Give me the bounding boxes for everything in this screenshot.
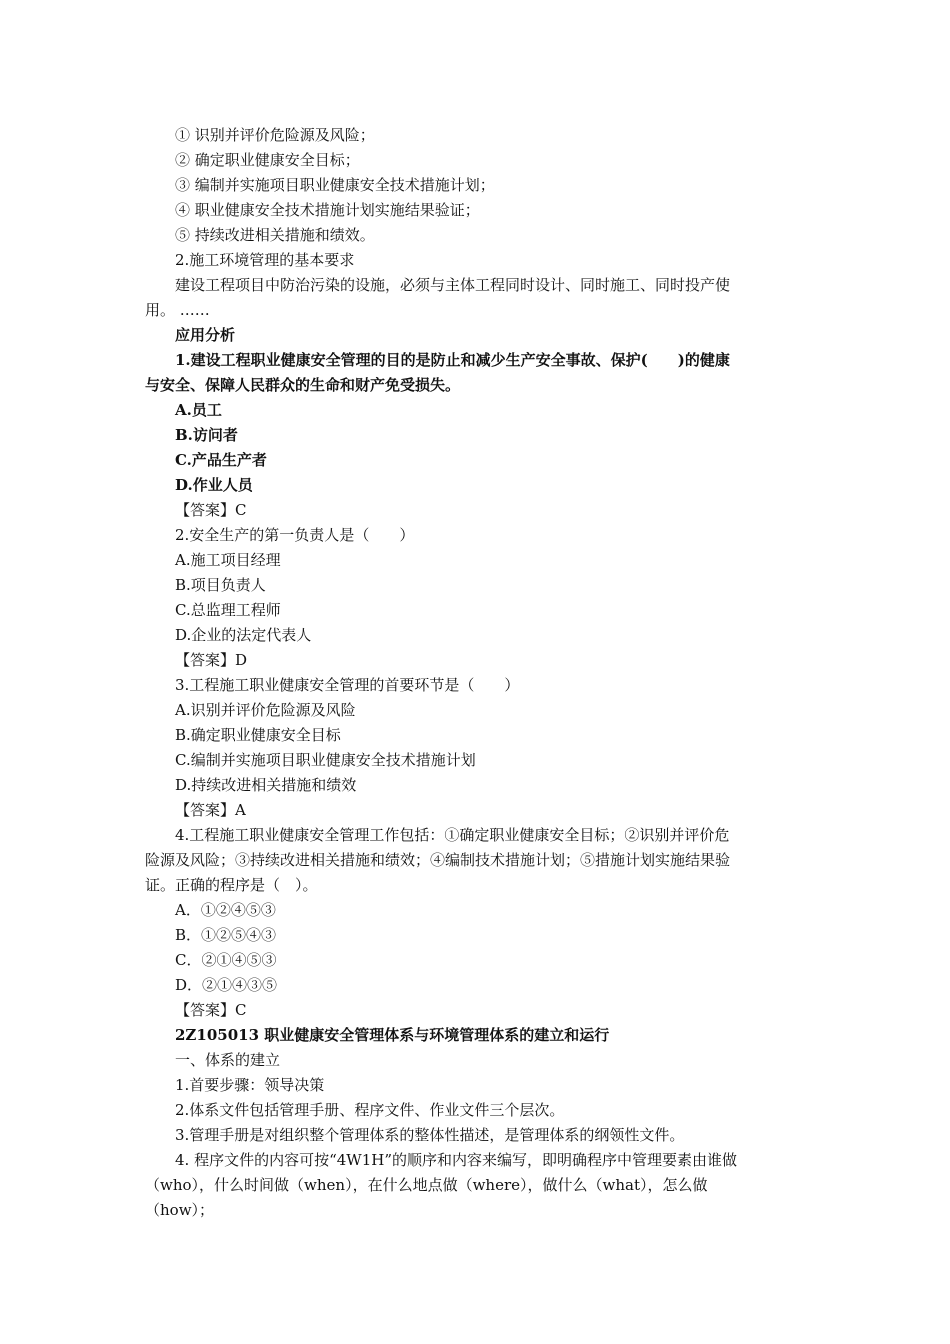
question-4-option-d: D．②①④③⑤ [175, 976, 278, 994]
question-1-line-1: 1.建设工程职业健康安全管理的目的是防止和减少生产安全事故、保护( )的健康 [175, 351, 730, 369]
question-3-option-a: A.识别并评价危险源及风险 [175, 701, 356, 719]
question-4-answer: 【答案】C [175, 1001, 247, 1019]
question-3-line-1: 3.工程施工职业健康安全管理的首要环节是（ ） [175, 676, 520, 694]
question-1-line-2: 与安全、保障人民群众的生命和财产免受损失。 [145, 376, 461, 394]
question-3-option-c: C.编制并实施项目职业健康安全技术措施计划 [175, 751, 476, 769]
section-2-item-4-line-1: 4. 程序文件的内容可按“4W1H”的顺序和内容来编写，即明确程序中管理要素由谁做 [175, 1151, 738, 1169]
paragraph-line-1: 建设工程项目中防治污染的设施，必须与主体工程同时设计、同时施工、同时投产使 [175, 276, 731, 294]
section-2-item-4-line-2: （who），什么时间做（when），在什么地点做（where），做什么（what），怎么做 [145, 1176, 708, 1194]
step-2: ② 确定职业健康安全目标； [175, 151, 360, 169]
question-1-option-d: D.作业人员 [175, 476, 253, 494]
question-4-option-c: C．②①④⑤③ [175, 951, 277, 969]
question-4-line-2: 险源及风险；③持续改进相关措施和绩效；④编制技术措施计划；⑤措施计划实施结果验 [145, 851, 731, 869]
question-2-option-d: D.企业的法定代表人 [175, 626, 312, 644]
analysis-title: 应用分析 [175, 326, 236, 344]
document-body [145, 123, 805, 1223]
question-4-line-3: 证。正确的程序是（ ）。 [145, 876, 318, 894]
question-1-answer: 【答案】C [175, 501, 247, 519]
section-2-item-4-line-3: （how）； [145, 1201, 215, 1219]
step-5: ⑤ 持续改进相关措施和绩效。 [175, 226, 375, 244]
section-2-item-3: 3.管理手册是对组织整个管理体系的整体性描述，是管理体系的纲领性文件。 [175, 1126, 685, 1144]
question-2-line-1: 2.安全生产的第一负责人是（ ） [175, 526, 415, 544]
section-2-subheading: 一、体系的建立 [175, 1051, 281, 1069]
question-3-option-d: D.持续改进相关措施和绩效 [175, 776, 357, 794]
question-2-option-c: C.总监理工程师 [175, 601, 281, 619]
section-2-item-2: 2.体系文件包括管理手册、程序文件、作业文件三个层次。 [175, 1101, 565, 1119]
question-2-option-a: A.施工项目经理 [175, 551, 281, 569]
heading-environment-management: 2.施工环境管理的基本要求 [175, 251, 355, 269]
step-1: ① 识别并评价危险源及风险； [175, 126, 375, 144]
question-4-option-a: A．①②④⑤③ [175, 901, 276, 919]
question-1-option-b: B.访问者 [175, 426, 238, 444]
question-3-option-b: B.确定职业健康安全目标 [175, 726, 341, 744]
question-2-answer: 【答案】D [175, 651, 248, 669]
question-1-option-a: A.员工 [175, 401, 222, 419]
question-1-option-c: C.产品生产者 [175, 451, 267, 469]
question-3-answer: 【答案】A [175, 801, 246, 819]
section-2-item-1: 1.首要步骤：领导决策 [175, 1076, 325, 1094]
question-4-line-1: 4.工程施工职业健康安全管理工作包括：①确定职业健康安全目标；②识别并评价危 [175, 826, 730, 844]
question-4-option-b: B．①②⑤④③ [175, 926, 277, 944]
section-2-title: 2Z105013 职业健康安全管理体系与环境管理体系的建立和运行 [175, 1026, 610, 1044]
step-3: ③ 编制并实施项目职业健康安全技术措施计划； [175, 176, 495, 194]
question-2-option-b: B.项目负责人 [175, 576, 266, 594]
paragraph-line-2: 用。 …… [145, 301, 210, 319]
step-4: ④ 职业健康安全技术措施计划实施结果验证； [175, 201, 480, 219]
